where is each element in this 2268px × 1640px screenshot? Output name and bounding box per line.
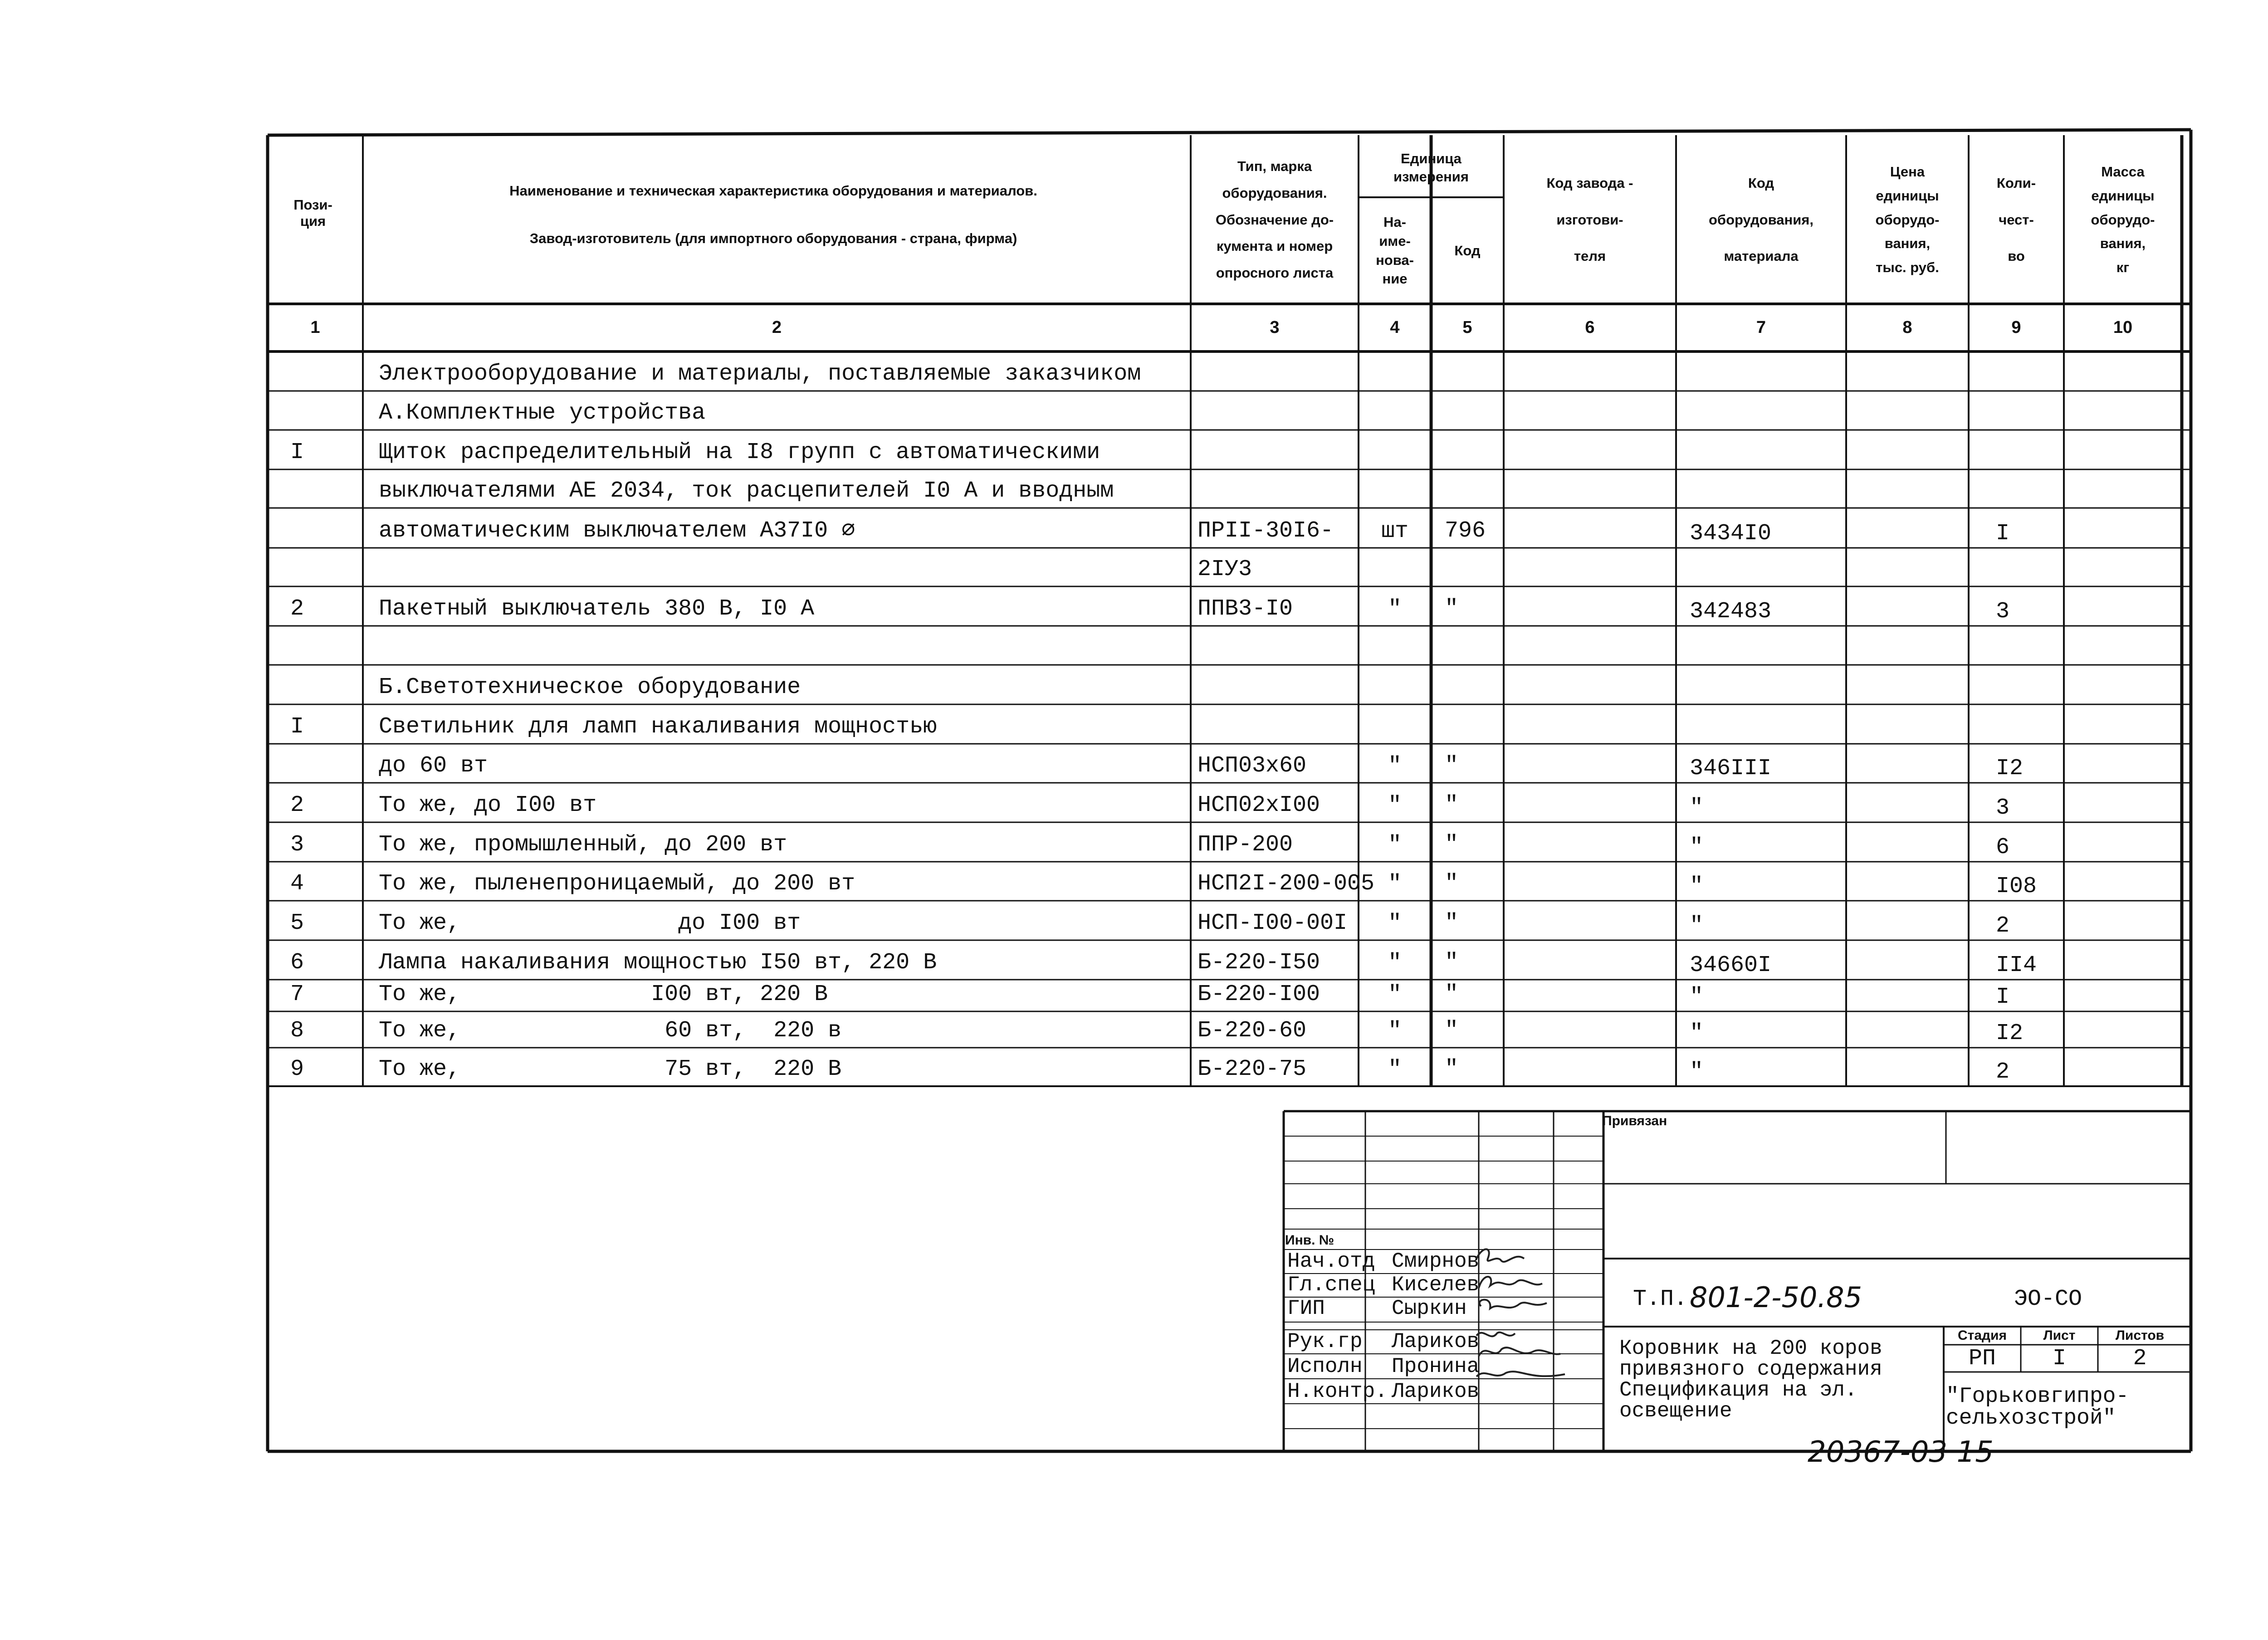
row-type: ПРII-30I6- — [1198, 518, 1334, 544]
row-position: 5 — [290, 910, 304, 936]
stamp-doc-prefix: Т.П. — [1633, 1286, 1688, 1312]
row-unit — [1359, 437, 1431, 469]
row-unit-code: " — [1445, 910, 1459, 936]
row-position: 8 — [290, 1018, 304, 1044]
stamp-doc-code: 801-2-50.85 — [1690, 1281, 1862, 1314]
row-type: Б-220-75 — [1198, 1056, 1307, 1082]
row-name: автоматическим выключателем А37I0 ∅ — [379, 518, 855, 544]
row-unit: шт — [1381, 518, 1408, 544]
header-equipment-code: Код оборудования, материала — [1708, 175, 1813, 264]
header-mass: Масса единицы оборудо- вания, кг — [2091, 164, 2155, 276]
stamp-sheets: 2 — [2133, 1345, 2147, 1372]
stamp-title-line: освещение — [1619, 1399, 1732, 1423]
row-unit — [1359, 672, 1431, 703]
stamp-person: Лариков — [1392, 1330, 1480, 1353]
row-unit — [1359, 554, 1431, 586]
row-type: НСП-I00-00I — [1198, 910, 1348, 936]
row-type: Б-220-I00 — [1198, 981, 1320, 1007]
row-unit-code: " — [1445, 871, 1459, 897]
stamp-sheet-mark: ЭО-СО — [2014, 1286, 2082, 1312]
column-number: 5 — [1462, 318, 1472, 337]
row-unit — [1359, 358, 1431, 390]
row-unit-code: " — [1445, 753, 1459, 779]
row-name: Б.Светотехническое оборудование — [379, 674, 801, 700]
row-quantity: I — [1996, 521, 2010, 547]
row-equipment-code: " — [1690, 795, 1704, 821]
row-position: 9 — [290, 1056, 304, 1082]
row-name: Лампа накаливания мощностью I50 вт, 220 В — [379, 950, 937, 976]
stamp-stage: РП — [1968, 1345, 1996, 1372]
row-type: Б-220-60 — [1198, 1018, 1307, 1044]
row-unit — [1359, 632, 1431, 664]
stamp-person: Сыркин — [1392, 1297, 1467, 1320]
row-unit-code: " — [1445, 832, 1459, 858]
row-name: до 60 вт — [379, 753, 488, 779]
row-type: ППР-200 — [1198, 832, 1293, 858]
row-name: Электрооборудование и материалы, поставляемые заказчиком — [379, 361, 1141, 387]
stamp-title-line: привязного содержания — [1619, 1357, 1882, 1381]
header-price: Цена единицы оборудо- вания, тыс. руб. — [1875, 164, 1940, 276]
stamp-title-line: Спецификация на эл. — [1619, 1378, 1857, 1402]
row-position: 2 — [290, 596, 304, 622]
row-equipment-code: " — [1690, 874, 1704, 899]
row-type: 2IУ3 — [1198, 556, 1252, 582]
row-unit-code: " — [1445, 950, 1459, 976]
column-number: 10 — [2113, 318, 2133, 337]
row-equipment-code: " — [1690, 913, 1704, 939]
stamp-role: Рук.гр — [1287, 1330, 1363, 1353]
stamp-title-line: Коровник на 200 коров — [1619, 1337, 1882, 1360]
stamp-sheet-label: Лист — [2043, 1328, 2076, 1343]
row-quantity: 3 — [1996, 795, 2010, 821]
row-equipment-code: 346III — [1690, 756, 1772, 781]
row-quantity: 2 — [1996, 913, 2010, 939]
row-type: НСП03х60 — [1198, 753, 1307, 779]
row-unit-code: " — [1445, 792, 1459, 818]
row-position: I — [290, 714, 304, 740]
row-name: Щиток распределительный на I8 групп с автоматическими — [379, 439, 1100, 465]
header-position: Пози- ция — [293, 197, 332, 229]
row-equipment-code: " — [1690, 1020, 1704, 1046]
stamp-stage-label: Стадия — [1957, 1328, 2007, 1343]
column-number: 1 — [310, 318, 320, 337]
header-factory-code: Код завода - изготови- теля — [1546, 175, 1633, 264]
row-position: 6 — [290, 950, 304, 976]
stamp-organization — [1946, 1386, 2129, 1429]
row-name: выключателями АЕ 2034, ток расцепителей I0 А и вводным — [379, 478, 1114, 504]
header-quantity: Коли- чест- во — [1996, 175, 2036, 264]
row-position: 7 — [290, 981, 304, 1007]
stamp-role: ГИП — [1287, 1297, 1325, 1320]
row-equipment-code: 34660I — [1690, 952, 1772, 978]
row-equipment-code: " — [1690, 1059, 1704, 1085]
stamp-sheets-label: Листов — [2115, 1328, 2165, 1343]
row-unit: " — [1388, 753, 1402, 779]
column-number: 4 — [1390, 318, 1400, 337]
row-name: То же, пыленепроницаемый, до 200 вт — [379, 871, 855, 897]
signature-larikov — [1476, 1332, 1515, 1337]
stamp-privyazan: Привязан — [1602, 1113, 1667, 1128]
row-unit: " — [1388, 1056, 1402, 1083]
row-unit-code: " — [1445, 1018, 1459, 1044]
signature-pronina — [1479, 1347, 1560, 1356]
stamp-person: Киселев — [1392, 1273, 1480, 1297]
row-name: То же, до I00 вт — [379, 792, 597, 818]
row-unit-code: " — [1445, 981, 1459, 1007]
row-name: Пакетный выключатель 380 В, I0 А — [379, 596, 815, 622]
row-position: 2 — [290, 792, 304, 818]
row-quantity: II4 — [1996, 952, 2037, 978]
signature-kiselev — [1479, 1277, 1542, 1288]
column-number: 7 — [1756, 318, 1766, 337]
row-position: 4 — [290, 871, 304, 897]
stamp-person: Смирнов — [1392, 1250, 1480, 1273]
row-type: НСП02хI00 — [1198, 792, 1320, 818]
row-unit — [1359, 475, 1431, 507]
grid-line — [268, 130, 2191, 135]
row-quantity: I2 — [1996, 756, 2024, 781]
row-unit: " — [1388, 792, 1402, 819]
column-number: 3 — [1270, 318, 1280, 337]
stamp-role: Нач.отд — [1287, 1250, 1375, 1273]
header-unit-code: Код — [1454, 242, 1481, 259]
row-quantity: 6 — [1996, 835, 2010, 860]
row-type: Б-220-I50 — [1198, 950, 1320, 976]
column-number: 9 — [2011, 318, 2021, 337]
signature-smirnov — [1476, 1249, 1524, 1262]
stamp-org-line: "Горьковгипро- — [1946, 1384, 2129, 1409]
row-name: То же, 60 вт, 220 в — [379, 1018, 842, 1044]
row-quantity: 3 — [1996, 599, 2010, 625]
stamp-role: Н.контр. — [1287, 1380, 1388, 1403]
stamp-role: Гл.спец — [1287, 1273, 1375, 1297]
header-unit-group: Единица измерения — [1393, 150, 1469, 185]
stamp-sheet: I — [2052, 1345, 2066, 1372]
row-position: I — [290, 439, 304, 465]
row-name: То же, до I00 вт — [379, 910, 801, 936]
row-quantity: I2 — [1996, 1020, 2024, 1046]
row-name: То же, I00 вт, 220 В — [379, 981, 828, 1007]
row-quantity: I — [1996, 984, 2010, 1010]
row-quantity: 2 — [1996, 1059, 2010, 1085]
row-unit — [1359, 711, 1431, 743]
column-number: 6 — [1585, 318, 1595, 337]
column-number: 2 — [772, 318, 782, 337]
signatures — [1474, 1245, 1574, 1408]
row-name: То же, промышленный, до 200 вт — [379, 832, 787, 858]
row-equipment-code: " — [1690, 984, 1704, 1010]
stamp-role: Исполн — [1287, 1355, 1363, 1378]
row-name: То же, 75 вт, 220 В — [379, 1056, 842, 1082]
row-unit-code: " — [1445, 596, 1459, 622]
signature-syrkin — [1480, 1300, 1547, 1308]
header-name-line2: Завод-изготовитель (для импортного оборудования - страна, фирма) — [529, 230, 1017, 246]
row-unit: " — [1388, 910, 1402, 937]
header-unit-name: На- име- нова- ние — [1376, 214, 1414, 287]
row-equipment-code: 342483 — [1690, 599, 1772, 625]
row-type: ППВ3-I0 — [1198, 596, 1293, 622]
row-position: 3 — [290, 832, 304, 858]
signature-larikov-2 — [1476, 1372, 1565, 1376]
row-name: А.Комплектные устройства — [379, 400, 706, 426]
row-unit: " — [1388, 832, 1402, 858]
row-unit: " — [1388, 950, 1402, 976]
header-type: Тип, марка оборудования. Обозначение до- кумента и номер опросного листа — [1215, 158, 1334, 281]
row-unit: " — [1388, 596, 1402, 622]
stamp-inv-no: Инв. № — [1285, 1233, 1334, 1248]
header-name-line1: Наименование и техническая характеристика оборудования и материалов. — [509, 183, 1037, 199]
row-type: НСП2I-200-005 — [1198, 871, 1375, 897]
row-unit-code: 796 — [1445, 518, 1486, 544]
row-unit — [1359, 397, 1431, 429]
column-number: 8 — [1902, 318, 1912, 337]
stamp-org-line: сельхозстрой" — [1946, 1406, 2116, 1430]
stamp-person: Лариков — [1392, 1380, 1480, 1403]
row-unit: " — [1388, 981, 1402, 1008]
stamp-title — [1619, 1338, 1882, 1421]
row-unit: " — [1388, 1018, 1402, 1044]
row-equipment-code: " — [1690, 835, 1704, 860]
footer-archive-number: 20367-03 15 — [1808, 1435, 1994, 1469]
row-quantity: I08 — [1996, 874, 2037, 899]
stamp-person: Пронина — [1392, 1355, 1480, 1378]
row-unit: " — [1388, 871, 1402, 897]
row-name: Светильник для ламп накаливания мощностью — [379, 714, 937, 740]
row-unit-code: " — [1445, 1056, 1459, 1082]
row-equipment-code: 3434I0 — [1690, 521, 1772, 547]
